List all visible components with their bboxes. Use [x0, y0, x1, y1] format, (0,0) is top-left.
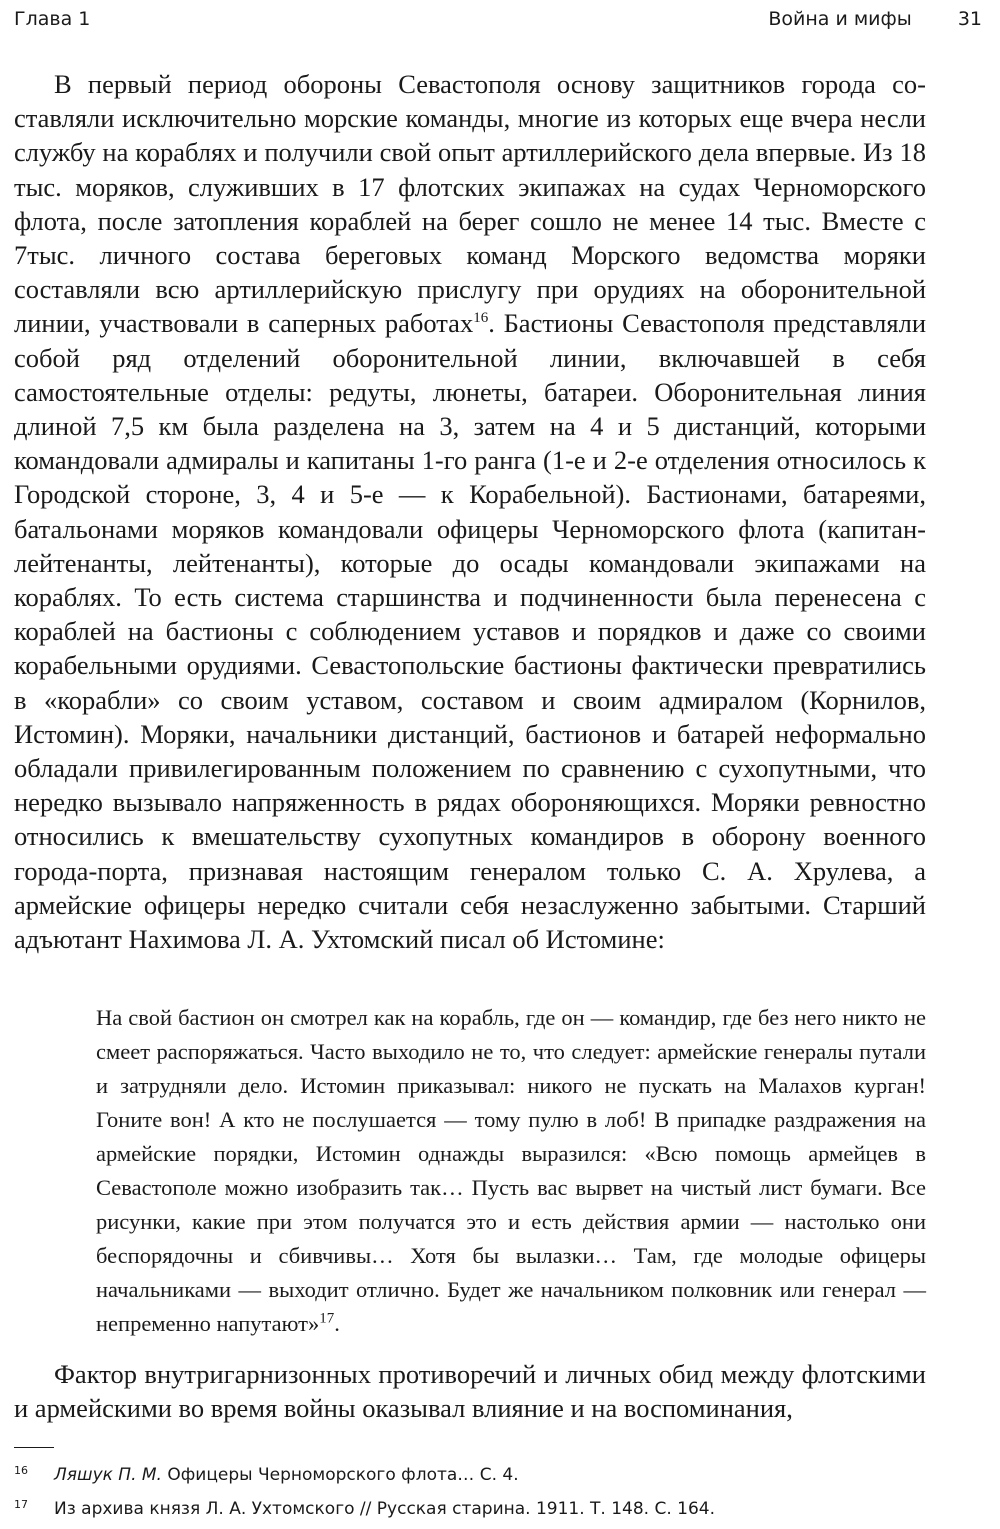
footnote-16 — [14, 1463, 926, 1487]
chapter-label: Глава 1 — [14, 8, 91, 30]
closing-text — [14, 1357, 926, 1425]
paragraph-1 — [14, 67, 926, 956]
footnote-ref-16[interactable]: 16 — [473, 310, 489, 327]
header-right — [768, 8, 982, 30]
page-header — [14, 8, 982, 38]
footnote-17 — [14, 1497, 926, 1521]
footnote-number: 16 — [14, 1464, 28, 1477]
footnote-divider — [14, 1447, 54, 1448]
footnote-number: 17 — [14, 1498, 28, 1511]
quote-text: На свой бастион он смотрел как на корабль, где он — командир, где без него никто не смеет распоряжаться. Часто выходило не то, что следует: армейские генералы путали и затрудняли дело. Истомин приказывал: никого не пускать на Малахов курган! Гоните вон! А кто не послушается — тому пулю в лоб! В припадке раздражения на армейские порядки, Истомин однажды выразился: «Всю помощь армейцев в Севастополе можно изобразить так… Пусть вас вырвет на чистый лист бумаги. Все рисунки, какие при этом получатся это и есть действия армии — настолько они беспорядочны и сбивчивы… Хотя бы вылазки… Там, где молодые офицеры начальниками — выходит отлично. Будет же начальником полковник или генерал — непременно напутают» — [96, 1005, 926, 1336]
running-title: Война и мифы — [768, 8, 912, 30]
paragraph-1-part-2: . Бастионы Севастополя представляли собой ряд отделений оборонительной линии, включавшей в себя самостоятельные отделы: редуты, люнеты, батареи. Оборонительная линия длиной 7,5 км была разделена на 3, затем на 4 и 5 дистанций, которыми командовали адмиралы и капитаны 1-го ранга (1-е и 2-е отделения относилось к Городской стороне, 3, 4 и 5-е — к Корабельной). Бастионами, батареями, батальонами моряков командовали офицеры Черноморского флота (капитан-лейтенанты, лейтенанты), которые до осады командовали экипажами на кораблях. То есть система старшинства и подчиненности была перенесена с кораблей на бастионы с соблюдением уставов и порядков и даже со своими корабельными орудиями. Севастопольские бастионы фактически превратились в «корабли» со своим уставом, составом и своим адмиралом (Корнилов, Истомин). Моряки, начальники дистанций, бастионов и батарей неформально обладали привилегированным положением по сравнению с сухопутными, что нередко вызывало напряженность в рядах обороняющихся. Моряки ревностно относились к вмешательству сухопутных командиров в оборону военного города-порта, признавая настоящим генералом только С. А. Хрулева, а армейские офицеры нередко считали себя незаслуженно забытыми. Старший адъютант Нахимова Л. А. Ухтомский писал об Истомине: — [14, 308, 927, 955]
main-text — [14, 67, 926, 956]
footnote-ref-17[interactable]: 17 — [319, 1310, 335, 1327]
block-quote — [96, 1001, 926, 1341]
paragraph-2: Фактор внутригарнизонных противоречий и личных обид между флотскими и армейскими во время войны оказывал влияние и на воспоминания, — [14, 1359, 926, 1424]
paragraph-1-part-1: В первый период обороны Севастополя основу защитников города составляли исключительно морские команды, многие из которых еще вчера несли службу на кораблях и получили свой опыт артиллерийского дела впервые. Из 18 тыс. моряков, служивших в 17 флотских экипажах на судах Черноморского флота, после затопления кораблей на берег сошло не менее 14 тыс. Вместе с 7тыс. личного состава береговых команд Морского ведомства моряки составляли всю артиллерийскую прислугу при орудиях на оборонительной линии, участвовали в саперных работах — [14, 69, 926, 339]
quote-end: . — [334, 1311, 340, 1336]
page-number: 31 — [957, 8, 982, 30]
footnote-text: Офицеры Черноморского флота… С. 4. — [161, 1465, 519, 1485]
footnote-text: Из архива князя Л. А. Ухтомского // Русская старина. 1911. Т. 148. С. 164. — [54, 1499, 715, 1519]
quote-paragraph — [96, 1001, 926, 1341]
footnote-author: Ляшук П. М. — [54, 1465, 162, 1485]
